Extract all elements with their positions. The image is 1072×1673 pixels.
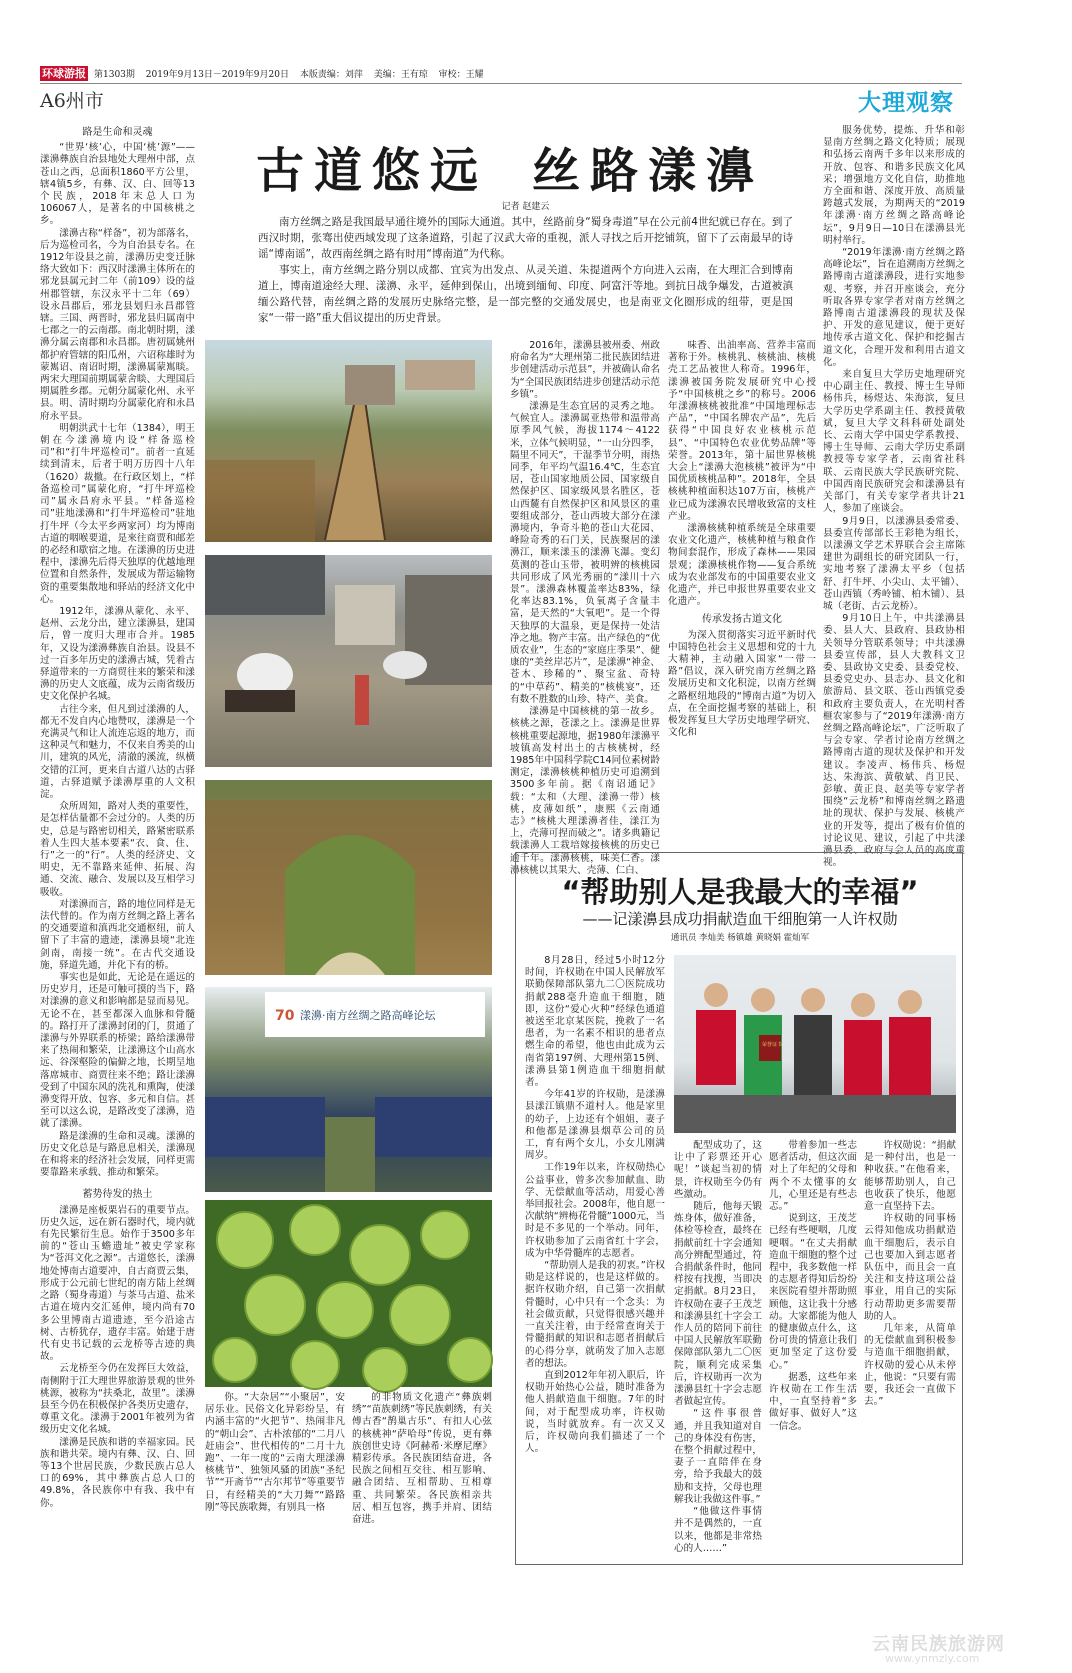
article2-column-2 — [674, 1140, 762, 1560]
paragraph: 漾濞是民族和谐的幸福家园。民族和谐共荣。境内有彝、汉、白、回等13个世居民族，少数民族占总人口的69%，其中彝族占总人口的49.8%，各民族你中有我、我中有你。 — [40, 1436, 195, 1509]
paragraph: 几年来，从简单的无偿献血到积极参与造血干细胞捐献，许权勋的爱心从未停止，他说：“只要有需要，我还会一直做下去。” — [864, 1323, 956, 1408]
paragraph: 工作19年以来，许权勋热心公益事业，曾多次参加献血、助学、无偿献血等活动，用爱心善举回报社会。2008年，他自愿一次献纳“辨梅花骨髓”1000元，当时是不多见的一个举动。同年，许权勋参加了云南省红十字会，成为中华骨髓库的志愿者。 — [525, 1162, 665, 1259]
photo-horses-street — [205, 555, 492, 767]
subheading: 路是生命和灵魂 — [82, 127, 153, 138]
subheading: 传承发扬古道文化 — [702, 614, 782, 626]
paragraph: 配型成功了，这让中了彩票还开心呢！”谈起当初的情景，许权勋至今仍有些激动。 — [674, 1140, 762, 1200]
paragraph: 众所周知，路对人类的重要性，是怎样估量都不会过分的。人类的历史，总是与路密切相关，路紧密联系着人生四大基本要素“衣、食、住、行”之一的“行”。人类的经济史、文明史，无不靠路来延伸、拓展、沟通、交流、融合、发展以及互相学习吸收。 — [40, 801, 195, 898]
left-column — [40, 124, 195, 1564]
paragraph: 漾濞是生态宜居的灵秀之地。气候宜人。漾濞属亚热带和温带高原季风气候，海拔1174～4122米，立体气候明显，“一山分四季，隔里不同天”，干湿季节分明，雨热同季，年平均气温16.4℃，生态宜居，苍山国家地质公园、国家级自然保护区、国家级风景名胜区，苍山西麓有自然保护区和风景区的重要组成部分，苍山西坡大部分在漾濞境内，争奇斗艳的苍山大花园、峰险奇秀的石门关，民族聚居的漾濞江，顺来漾玉的漾濞飞瀑。变幻莫测的苍山玉带，被明辨的核桃园共同形成了风光秀丽的“漾川十六景”。漾濞森林覆盖率达83%，绿化率达83.1%，负氧离子含量丰富，是天然的“大氧吧”。是一个得天独厚的大温泉，更是保持一处洁净之地。物产丰富。出产绿色的“优质农业”，生态的“家庭庄季果”、健康的“美丝岸芯片”，是漾濞“神金、苍木、珍稀的”、聚宝盆、奇特的“中草药”、精美的“核桃宴”，还有数不胜数的山珍、特产、美食。 — [510, 401, 660, 705]
middle-column-2 — [668, 340, 816, 845]
paragraph: 漾濞古称“样备”，初为部落名，后为巡检司名，今为自治县专名。在1912年设县之前，漾濞历史变迁脉络大致如下：西汉时漾濞主体所在的邪龙县属元封二年（前109）设的益州郡管辖，东汉永平十二年（69）设永昌郡后，邪龙县划归永昌郡管辖。三国、两晋时，邪龙县归属南中七郡之一的云南郡。南北朝时期，漾濞分属云南郡和永昌郡。唐初属姚州都护府管辖的阳瓜州，六诏称雄时为蒙嶲诏、南诏时期，漾濞属蒙嶲睒。两宋大理国前期属蒙舍睒、大理国后期属胜乡郡。元朝分属蒙化州、永平县。明、清时期均分属蒙化府和永昌府永平县。 — [40, 227, 195, 422]
title-part-b: 丝路漾濞 — [532, 143, 765, 199]
editor: 本版责编：刘萍 — [299, 70, 363, 80]
paragraph: “帮助别人是我的初衷。”许权勋是这样说的，也是这样做的。据许权勋介绍，自己第一次捐献骨髓时，心中只有一个念头：为社会做贡献，只觉得很感兴趣并一直关注着，由于经常查询关于骨髓捐献的知识和志愿者捐献后的心得分享，就萌发了加入志愿者的想法。 — [525, 1260, 665, 1369]
paragraph: 许权勋说：“捐献是一种付出，也是一种收获。”在他看来，能够帮助别人，自己也收获了快乐，他愿意一直坚持下去。 — [864, 1140, 956, 1213]
paragraph: 事实也是如此，无论是在遥远的历史岁月，还是可触可摸的当下，路对漾濞的意义和影响都是显而易见。无论不在，甚至都深入血脉和骨髓的。路打开了漾濞封闭的门，贯通了漾濞与外界联系的桥梁；路给漾濞带来了热闹和繁荣，让漾濞这个山高水远、谷深壑险的偏僻之地，长期呈地落席城市、商贾往来不绝；路让漾濞受到了中国东风的洗礼和熏陶，使漾濞变得开放、包容、多元和自信。甚至可以这么说，是路改变了漾濞，造就了漾濞。 — [40, 972, 195, 1130]
paragraph: 据悉，这些年来许权勋在工作生活中，一直坚持着“多做好事、做好人”这一信念。 — [769, 1371, 857, 1432]
paragraph: 对漾濞而言，路的地位同样是无法代替的。作为南方丝绸之路上著名的交通要道和滇西北交通枢纽，前人留下了丰富的遗迹，漾濞县境“北连剑南，南接一统”。在古代交通设施，驿道先通，并化下有的桥。 — [40, 898, 195, 971]
paragraph: 漾濞是座板栗岩石的重要节点。历史久远，远在新石器时代，境内就有先民繁衍生息。始作于3500多年前的“苍山玉蟾遗址”被史学家称为“苍洱文化之源”。古道悠长，漾濞地处博南古道要冲，自古商贾云集，形成于公元前七世纪的南方陆上丝绸之路（蜀身毒道）与茶马古道、盐米古道在境内交汇延伸，境内尚有70多公里博南古道遗迹，至今沿途古树、古桥犹存，遗存丰富。始建于唐代有史书记载的云龙桥等古迹的典故。 — [40, 1204, 195, 1363]
paragraph: 服务优势，提炼、升华和彰显南方丝绸之路文化特质；展现和弘扬云南两千多年以来形成的开放、包容、和谐多民族文化风采；增强地方文化自信，助推地方全面和谐、深度开放、高质量跨越式发展，为期两天的“2019年漾濞·南方丝绸之路高峰论坛”，9月9日—10日在漾濞县光明村举行。 — [823, 125, 965, 246]
certificate-label: 荣誉证书 — [762, 1042, 783, 1048]
reviewer: 审校：王耀 — [438, 70, 484, 80]
article2-column-4 — [864, 1140, 956, 1560]
paragraph: “世界‘核’心，中国‘桃’源”——漾濞彝族自治县地处大理州中部，点苍山之西，总面积1860平方公里，辖4镇5乡，有彝、汉、白、回等13个民族，2018年末总人口为106067人，是著名的中国核桃之乡。 — [40, 142, 195, 227]
paragraph: 9月10日上午，中共漾濞县委、县人大、县政府、县政协相关领导分管联系领导；中共漾濞县委宣传部，县人大教科文卫委、县政协文史委、县委党校、县委党史办、县志办、县文化和旅游局、县文联、苍山西镇党委和政府主要负责人，在光明村香榧农家参与了“2019年漾濞·南方丝绸之路高峰论坛”，广泛听取了与会专家、学者讨论南方丝绸之路博南古道的现状及保护和开发建议。李凌声、杨伟兵、杨煜达、朱海滨、黄敬斌、肖卫民、彭敏、黄正良、赵美等专家学者围绕“云龙桥”和博南丝绸之路遗址的现状、保护与发展、核桃产业的开发等，提出了极有价值的讨论议见、建议，引起了中共漾濞县委、政府与会人员的高度重视。 — [823, 613, 965, 869]
photo-stone-gate — [205, 780, 492, 975]
lead-paragraph: 事实上，南方丝绸之路分别以成都、宜宾为出发点、从灵关道、朱提道两个方向进入云南，在大理汇合到博南道上，博南道途经大理、漾濞、永平，延伸到保山，出境到缅甸、印度、阿富汗等地。到抗日战争爆发，古道被滇缅公路代替，南丝绸之路的发展历史脉络完整，是一部完整的交通发展史，也是南亚文化圈形成的纽带，更是国家“一带一路”重大倡议提出的历史背景。 — [258, 264, 793, 324]
paragraph: 明朝洪武十七年（1384），明王朝在今漾濞境内设“样备巡检司”和“打牛坪巡检司”。前者一直延续到清末，后者于明万历四十八年（1620）裁撤。在行政区划上，“样备巡检司”属蒙化府，“打牛坪巡检司”属永昌府永平县。“样备巡检司”驻地漾濞和“打牛坪巡检司”驻地打牛坪（今太平乡两家河）均为博南古道的咽喉要道，是來往商贾和邮差的必经和歇宿之地。在漾濞的历史进程中，漾濞先后得天独厚的优越地理位置和自然条件，发展成为帮运输物资的重要集散地和驿站的经济文化中心。 — [40, 422, 195, 605]
middle-column-1 — [510, 340, 660, 876]
photo-walnuts — [205, 1200, 492, 1387]
paragraph: “他做这件事情并不是偶然的，一直以来，他都是非常热心的人……” — [674, 1506, 762, 1554]
paragraph: “这件事很普通，并且我知道对自己的身体没有伤害，在整个捐献过程中，妻子一直陪伴在身旁，给予我最大的鼓励和支持，父母也理解我让我做这件事。” — [674, 1408, 762, 1505]
photo-donor-group — [674, 955, 956, 1133]
article2-byline: 通讯员 李灿美 杨镇雄 黄晓娟 霍灿军 — [670, 933, 810, 943]
paragraph: 的非物质文化遗产“彝族刺绣”“苗族刺绣”等民族刺绣，有关傅古香“鹊巢古乐”、有扣人心弦的核桃神“萨哈母”传说，更有彝族创世史诗《阿赫希·米摩尼摩》精彩传承。各民族团结奋进，各民族之间相互交往、相互影响、融合团结、互相帮助、互相尊重、共同繁荣。各民族相亲共居、相互包容，携手并肩、团结奋进。 — [352, 1392, 492, 1526]
paragraph: “2019年漾濞·南方丝绸之路高峰论坛”，旨在追溯南方丝绸之路博南古道漾濞段，进行实地参观、考察，并召开座谈会，充分听取各界专家学者对南方丝绸之路博南古道漾濞段的现状及保护、开发的意见建议，便于更好地传承古道文化、保护和挖掘古道文化，合理开发和利用古道文化。 — [823, 247, 965, 368]
issue-dates: 2019年9月13日－2019年9月20日 — [145, 70, 289, 80]
paragraph: 味香、出油率高、营养丰富而著称于外。核桃乳、核桃油、核桃壳工艺品被世人称奇。1996年，漾濞被国务院发展研究中心授予“中国核桃之乡”的称号。2006年漾濞核桃被批准“中国地理标志产品”，“中国名牌农产品”，先后获得“中国良好农业核桃示范县”、“中国特色农业优势品牌”等荣誉。2013年，第十届世界核桃大会上“漾濞大泡核桃”被评为“中国优质核桃品种”。2018年，全县核桃种植面积达107万亩，核桃产业已成为漾濞农民增收致富的支柱产业。 — [668, 340, 816, 522]
article2-title: “帮助别人是我最大的幸福” — [561, 875, 919, 909]
paragraph: 漾濞核桃种植系统是全球重要农业文化遗产，核桃种植与粮食作物间套混作，形成了森林——果园景观；漾濞核桃作物——复合系统成为农业部发布的中国重要农业文化遗产，并已申报世界重要农业文化遗产。 — [668, 523, 816, 608]
watermark-url: www.ynmzly.com — [885, 1652, 980, 1665]
subheading: 蓄势待发的热土 — [82, 1189, 153, 1201]
issue-meta — [94, 67, 492, 80]
article-title — [200, 132, 820, 201]
designer: 美编：王有琼 — [373, 70, 428, 80]
photo-bridge — [205, 340, 492, 542]
bottom-column-2 — [352, 1392, 492, 1564]
paragraph: 说到这，王茂芝已经有些哽咽，几度哽咽。“在丈夫捐献造血干细胞的整个过程中，我多数他一样的志愿者得知后纷纷来医院看望并帮助照顾他，这让我十分感动。大家都能为他人的健康做点什么，这份可贵的情意让我们更加坚定了这份爱心。” — [769, 1213, 857, 1371]
paragraph: 古往今来，但凡到过漾濞的人，都无不发自内心地赞叹，漾濞是一个充满灵气和让人流连忘返的地方，而这种灵气和魅力，不仅来自秀美的山川，建筑的风光，清澈的溪流，纵横交错的江河，更来自古道八达的古驿道，古驿道赋予漾濞厚重的人文积淀。 — [40, 703, 195, 800]
bottom-column-1 — [205, 1392, 345, 1564]
article2-column-3 — [769, 1140, 857, 1560]
section-title: 大理观察 — [858, 90, 954, 116]
paragraph: 漾濞是中国核桃的第一故乡。核桃之源，苍漾之上。漾濞是世界核桃重要起源地，据1980年漾濞平坡镇高发村出土的古核桃树，经1985年中国科学院C14同位素树龄测定，漾濞核桃种植历史可追溯到3500多年前。据《南诏通记》载：“太和（大理、漾濞一带）核桃，皮薄如纸”，康熙《云南通志》“核桃大理漾濞者佳，漾江为上，壳薄可捏而破之”。诸多典籍记载漾濞人工栽培嫁接核桃的历史已逾千年。漾濞核桃，味美仁香。漾濞核桃以其果大、壳薄、仁白、 — [510, 706, 660, 876]
paragraph: 带着参加一些志愿者活动，但这次面对上了年纪的父母和两个不太懂事的女儿，心里还是有些忐忑。” — [769, 1140, 857, 1213]
paragraph: 今年41岁的许权勋，是漾濞县漾江镇鼎不道村人。他是家里的幼子，上边还有个姐姐，妻子和他都是漾濞县烟草公司的员工，育有两个女儿，小女儿刚满周岁。 — [525, 1089, 665, 1162]
article-lead — [258, 214, 793, 326]
paragraph: 许权勋的同事杨云得知他成功捐献造血干细胞后，表示自己也要加入到志愿者队伍中，而且会一直关注和支持这项公益事业，用自己的实际行动帮助更多需要帮助的人。 — [864, 1213, 956, 1322]
right-column — [823, 125, 965, 869]
paragraph: 来自复旦大学历史地理研究中心副主任、教授、博士生导师杨伟兵，杨煜达、朱海滨，复旦大学历史学系副主任、教授黄敬斌，复旦大学文科科研处副处长、云南大学中国史学系教授、博士生导师、云南大学历史系副教授等专家学者，云南省社科联、云南民族大学民族研究院、中国西南民族研究会和漾濞县有关部门，有关专家学者共计21人，参加了座谈会。 — [823, 369, 965, 515]
paragraph: 9月9日，以漾濞县委常委、县委宣传部部长王彩艳为组长，以漾濞文学艺术界联合会主席陈建世为副组长的研究团队一行，实地考察了漾濞太平乡（包括舒、打牛坪、小尖山、太平铺）、苍山西镇（秀岭铺、柏木铺）、县城（老街、古云龙桥）。 — [823, 515, 965, 612]
photo-forum-meeting — [205, 987, 492, 1192]
lead-paragraph: 南方丝绸之路是我国最早通往境外的国际大通道。其中，丝路前身“蜀身毒道”早在公元前4世纪就已存在。到了西汉时期，张骞出使西域发现了这条道路，引起了汉武大帝的重视，派人寻找之后开挖铺筑，留下了云南最早的诗谣“博南谣”，故西南丝绸之路有时用“博南道”为代称。 — [258, 216, 793, 260]
paragraph: 云龙桥至今仍在发挥巨大效益，南侧附于江大理世界旅游景观的世外桃源，被称为“扶桑北，故里”。漾濞县至今仍在积极保护各类历史遗存，尊重文化。漾濞于2001年被列为省级历史文化名城。 — [40, 1363, 195, 1436]
title-part-a: 古道悠远 — [255, 143, 488, 199]
paragraph: 8月28日，经过5小时12分时间，许权勋在中国人民解放军联勤保障部队第九二〇医院成功捐献288毫升造血干细胞，随即，这份“爱心火种”经绿色通道被送至北京某医院，挽救了一名患者，为一名素不相识的患者点燃生命的希望，他也由此成为云南省第197例、大理州第15例、漾濞县第1例造血干细胞捐献者。 — [525, 955, 665, 1089]
forum-logo-number: 70 — [275, 1008, 295, 1024]
forum-banner-text: 漾濞·南方丝绸之路高峰论坛 — [300, 1009, 436, 1022]
article2-subtitle: ——记漾濞县成功捐献造血干细胞第一人许权勋 — [582, 910, 898, 928]
paragraph: 随后，他每天锻炼身体，做好准备，体检等检查，最终在捐献前红十字会通知高分辨配型通过，符合捐献条件时，他同样按有找搜，当即决定捐献。8月23日，许权勋在妻子王茂芝和漾濞县红十字会工作人员的陪同下前往中国人民解放军联勤保障部队第九二〇医院，顺利完成采集后，许权勋再一次为漾濞县红十字会志愿者做起宣传。 — [674, 1201, 762, 1408]
paragraph: 2016年，漾濞县被州委、州政府命名为“大理州第二批民族团结进步创建活动示范县”，并被确认命名为“全国民族团结进步创建活动示范乡镇”。 — [510, 340, 660, 400]
page-label: A6州市 — [40, 90, 104, 112]
paragraph: 直到2012年年初入职后，许权勋开始热心公益，随时准备为他人捐献造血干细胞。7年的时间，对于配型成功率，许权勋说，当时就放弃。有一次又又后，许权勋向我们描述了一个人。 — [525, 1369, 665, 1455]
paragraph: 为深入贯彻落实习近平新时代中国特色社会主义思想和党的十九大精神，主动融入国家“一带一路”倡议，深入研究南方丝绸之路发展历史和文化积淀，以南方丝绸之路枢纽地段的“博南古道”为切入点，在全面挖掘考察的基础上，积极发挥复旦大学历史地理学研究、文化和 — [668, 629, 816, 739]
header-rule — [40, 83, 962, 84]
issue-number: 第1303期 — [94, 70, 135, 80]
masthead-logo: 环球游报 — [42, 67, 86, 80]
paragraph: 1912年，漾濞从蒙化、永平、赵州、云龙分出，建立漾濞县，建国后，曾一度归大理市合并。1985年，又设为漾濞彝族自治县。设县不过一百多年历史的漾濞古城，凭着古驿道带来的一方商贸往来的繁荣和漾濞的历史人文底蕴，成为云南省级历史文化保护名城。 — [40, 605, 195, 703]
article2-column-1 — [525, 955, 665, 1560]
watermark-text: 云南民族旅游网 — [872, 1634, 1005, 1655]
paragraph: 你。“大杂居”“小聚居”，安居乐业。民俗文化异彩纷呈，有内涵丰富的“火把节”、热闹非凡的“朝山会”、古朴浓郁的“二月八赶庙会”、世代相传的“二月十九跑”、一年一度的“云南大理漾濞核桃节”、独领风骚的团族“圣纪节”“开斋节”“古尔邦节”等重要节日，有经精美的“大刀舞”“路路刚”等民族歌舞，有别具一格 — [205, 1392, 345, 1513]
paragraph: 路是漾濞的生命和灵魂。漾濞的历史文化总是与路息息相关，漾濞现在和将来的经济社会发展，同样更需要靠路来承载、推动和繁荣。 — [40, 1130, 195, 1179]
article-byline: 记者 赵建云 — [501, 202, 550, 212]
